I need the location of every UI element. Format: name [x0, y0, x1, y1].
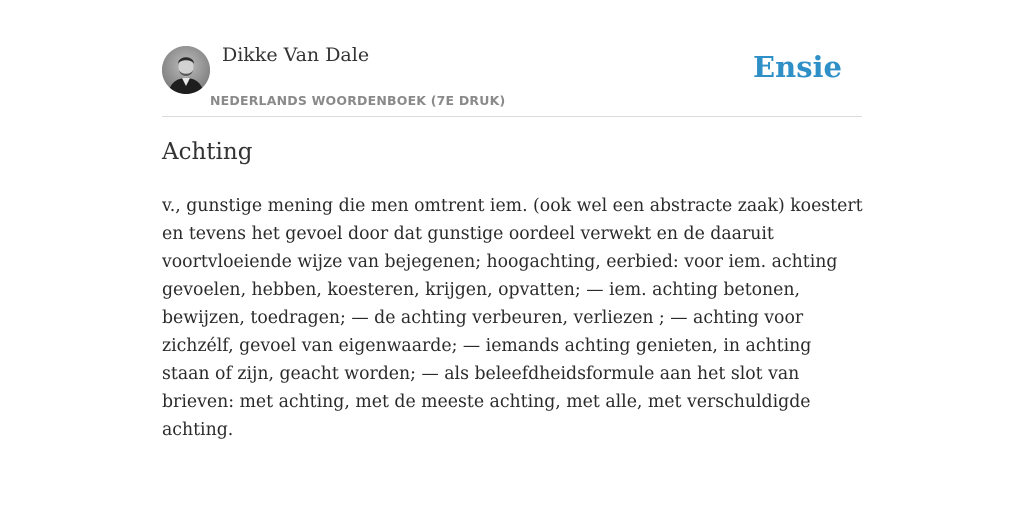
- entry-title: Achting: [162, 139, 253, 165]
- author-name[interactable]: Dikke Van Dale: [222, 44, 370, 66]
- author-avatar[interactable]: [162, 46, 210, 94]
- entry-header: [162, 0, 862, 117]
- portrait-photo-icon: [162, 46, 210, 94]
- brand-logo[interactable]: Ensie: [753, 50, 842, 84]
- entry-definition: v., gunstige mening die men omtrent iem. (ook wel een abstracte zaak) koestert en tevens het gevoel door dat gunstige oordeel verwekt en de daaruit voortvloeiende wijze van bejegenen; hoogachting, eerbied: voor iem. achting gevoelen, hebben, koesteren, krijgen, opvatten; — iem. achting betonen, bewijzen, toedragen; — de achting verbeuren, verliezen ; — achting voor zichzélf, gevoel van eigenwaarde; — iemands achting genieten, in achting staan of zijn, geacht worden; — als beleefdheidsformule aan het slot van brieven: met achting, met de meeste achting, met alle, met verschuldigde achting.: [162, 196, 863, 440]
- source-label[interactable]: NEDERLANDS WOORDENBOEK (7E DRUK): [210, 93, 506, 108]
- entry-card: [162, 0, 863, 440]
